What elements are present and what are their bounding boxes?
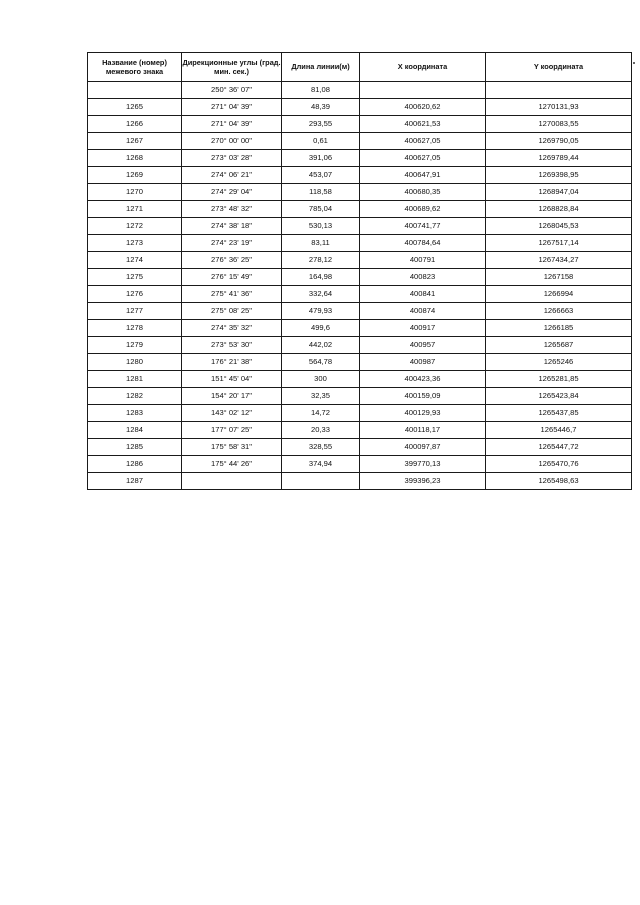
y-coordinate-cell: 1268828,84: [486, 201, 632, 218]
y-coordinate-cell: 1270131,93: [486, 99, 632, 116]
x-coordinate-cell: 400621,53: [360, 116, 486, 133]
table-row: [88, 82, 632, 99]
x-coordinate-cell: 400741,77: [360, 218, 486, 235]
line-length-cell: 164,98: [282, 269, 360, 286]
line-length-cell: 300: [282, 371, 360, 388]
marker-name-cell: 1271: [88, 201, 182, 218]
x-coordinate-cell: 400917: [360, 320, 486, 337]
marker-name-cell: 1283: [88, 405, 182, 422]
header-line-length: Длина линии(м): [282, 53, 360, 82]
x-coordinate-cell: [360, 82, 486, 99]
y-coordinate-cell: 1266994: [486, 286, 632, 303]
line-length-cell: 278,12: [282, 252, 360, 269]
y-coordinate-cell: 1265246: [486, 354, 632, 371]
direction-angle-cell: [182, 473, 282, 490]
y-coordinate-cell: 1269790,05: [486, 133, 632, 150]
x-coordinate-cell: 400627,05: [360, 150, 486, 167]
y-coordinate-cell: 1266663: [486, 303, 632, 320]
y-coordinate-cell: 1265470,76: [486, 456, 632, 473]
x-coordinate-cell: 400823: [360, 269, 486, 286]
marker-name-cell: 1270: [88, 184, 182, 201]
direction-angle-cell: 154° 20' 17": [182, 388, 282, 405]
y-coordinate-cell: 1265437,85: [486, 405, 632, 422]
direction-angle-cell: 274° 38' 18": [182, 218, 282, 235]
marker-name-cell: 1284: [88, 422, 182, 439]
line-length-cell: 453,07: [282, 167, 360, 184]
y-coordinate-cell: 1265687: [486, 337, 632, 354]
direction-angle-cell: 275° 08' 25": [182, 303, 282, 320]
line-length-cell: 81,08: [282, 82, 360, 99]
boundary-coordinates-table: [87, 52, 632, 490]
marker-name-cell: 1276: [88, 286, 182, 303]
table-header-row: [88, 53, 632, 82]
header-marker-name: Название (номер) межевого знака: [88, 53, 182, 82]
y-coordinate-cell: 1269789,44: [486, 150, 632, 167]
direction-angle-cell: 273° 48' 32": [182, 201, 282, 218]
y-coordinate-cell: 1267158: [486, 269, 632, 286]
table-body: [88, 82, 632, 490]
direction-angle-cell: 175° 58' 31": [182, 439, 282, 456]
x-coordinate-cell: 400791: [360, 252, 486, 269]
line-length-cell: 564,78: [282, 354, 360, 371]
x-coordinate-cell: 399396,23: [360, 473, 486, 490]
scan-speck: [633, 62, 635, 64]
marker-name-cell: 1277: [88, 303, 182, 320]
direction-angle-cell: 276° 36' 25": [182, 252, 282, 269]
y-coordinate-cell: 1265423,84: [486, 388, 632, 405]
y-coordinate-cell: 1269398,95: [486, 167, 632, 184]
x-coordinate-cell: 400874: [360, 303, 486, 320]
y-coordinate-cell: 1268045,53: [486, 218, 632, 235]
header-y-coordinate: Y координата: [486, 53, 632, 82]
direction-angle-cell: 274° 29' 04": [182, 184, 282, 201]
x-coordinate-cell: 400423,36: [360, 371, 486, 388]
marker-name-cell: [88, 82, 182, 99]
marker-name-cell: 1285: [88, 439, 182, 456]
y-coordinate-cell: 1265446,7: [486, 422, 632, 439]
line-length-cell: 530,13: [282, 218, 360, 235]
marker-name-cell: 1273: [88, 235, 182, 252]
direction-angle-cell: 175° 44' 26": [182, 456, 282, 473]
y-coordinate-cell: 1267434,27: [486, 252, 632, 269]
direction-angle-cell: 276° 15' 49": [182, 269, 282, 286]
line-length-cell: 118,58: [282, 184, 360, 201]
marker-name-cell: 1278: [88, 320, 182, 337]
marker-name-cell: 1267: [88, 133, 182, 150]
line-length-cell: 48,39: [282, 99, 360, 116]
y-coordinate-cell: 1265447,72: [486, 439, 632, 456]
marker-name-cell: 1274: [88, 252, 182, 269]
direction-angle-cell: 274° 35' 32": [182, 320, 282, 337]
x-coordinate-cell: 400159,09: [360, 388, 486, 405]
line-length-cell: 20,33: [282, 422, 360, 439]
line-length-cell: [282, 473, 360, 490]
x-coordinate-cell: 400689,62: [360, 201, 486, 218]
direction-angle-cell: 274° 23' 19": [182, 235, 282, 252]
marker-name-cell: 1282: [88, 388, 182, 405]
marker-name-cell: 1265: [88, 99, 182, 116]
line-length-cell: 328,55: [282, 439, 360, 456]
direction-angle-cell: 275° 41' 36": [182, 286, 282, 303]
x-coordinate-cell: 400680,35: [360, 184, 486, 201]
x-coordinate-cell: 400957: [360, 337, 486, 354]
line-length-cell: 785,04: [282, 201, 360, 218]
line-length-cell: 32,35: [282, 388, 360, 405]
marker-name-cell: 1268: [88, 150, 182, 167]
y-coordinate-cell: 1265281,85: [486, 371, 632, 388]
y-coordinate-cell: 1268947,04: [486, 184, 632, 201]
marker-name-cell: 1280: [88, 354, 182, 371]
marker-name-cell: 1275: [88, 269, 182, 286]
direction-angle-cell: 273° 03' 28": [182, 150, 282, 167]
marker-name-cell: 1286: [88, 456, 182, 473]
marker-name-cell: 1279: [88, 337, 182, 354]
line-length-cell: 332,64: [282, 286, 360, 303]
direction-angle-cell: 177° 07' 25": [182, 422, 282, 439]
y-coordinate-cell: 1270083,55: [486, 116, 632, 133]
x-coordinate-cell: 400784,64: [360, 235, 486, 252]
direction-angle-cell: 250° 36' 07": [182, 82, 282, 99]
marker-name-cell: 1287: [88, 473, 182, 490]
x-coordinate-cell: 400987: [360, 354, 486, 371]
line-length-cell: 14,72: [282, 405, 360, 422]
line-length-cell: 391,06: [282, 150, 360, 167]
y-coordinate-cell: 1265498,63: [486, 473, 632, 490]
x-coordinate-cell: 399770,13: [360, 456, 486, 473]
direction-angle-cell: 271° 04' 39": [182, 99, 282, 116]
marker-name-cell: 1266: [88, 116, 182, 133]
line-length-cell: 499,6: [282, 320, 360, 337]
x-coordinate-cell: 400627,05: [360, 133, 486, 150]
direction-angle-cell: 271° 04' 39": [182, 116, 282, 133]
y-coordinate-cell: 1267517,14: [486, 235, 632, 252]
direction-angle-cell: 176° 21' 38": [182, 354, 282, 371]
line-length-cell: 374,94: [282, 456, 360, 473]
line-length-cell: 0,61: [282, 133, 360, 150]
header-x-coordinate: X координата: [360, 53, 486, 82]
direction-angle-cell: 274° 06' 21": [182, 167, 282, 184]
x-coordinate-cell: 400129,93: [360, 405, 486, 422]
x-coordinate-cell: 400620,62: [360, 99, 486, 116]
line-length-cell: 293,55: [282, 116, 360, 133]
y-coordinate-cell: 1266185: [486, 320, 632, 337]
marker-name-cell: 1272: [88, 218, 182, 235]
x-coordinate-cell: 400841: [360, 286, 486, 303]
x-coordinate-cell: 400118,17: [360, 422, 486, 439]
header-direction-angle: Дирекционные углы (град. мин. сек.): [182, 53, 282, 82]
direction-angle-cell: 270° 00' 00": [182, 133, 282, 150]
line-length-cell: 479,93: [282, 303, 360, 320]
line-length-cell: 442,02: [282, 337, 360, 354]
y-coordinate-cell: [486, 82, 632, 99]
x-coordinate-cell: 400097,87: [360, 439, 486, 456]
direction-angle-cell: 151° 45' 04": [182, 371, 282, 388]
marker-name-cell: 1281: [88, 371, 182, 388]
marker-name-cell: 1269: [88, 167, 182, 184]
direction-angle-cell: 143° 02' 12": [182, 405, 282, 422]
line-length-cell: 83,11: [282, 235, 360, 252]
direction-angle-cell: 273° 53' 30": [182, 337, 282, 354]
x-coordinate-cell: 400647,91: [360, 167, 486, 184]
